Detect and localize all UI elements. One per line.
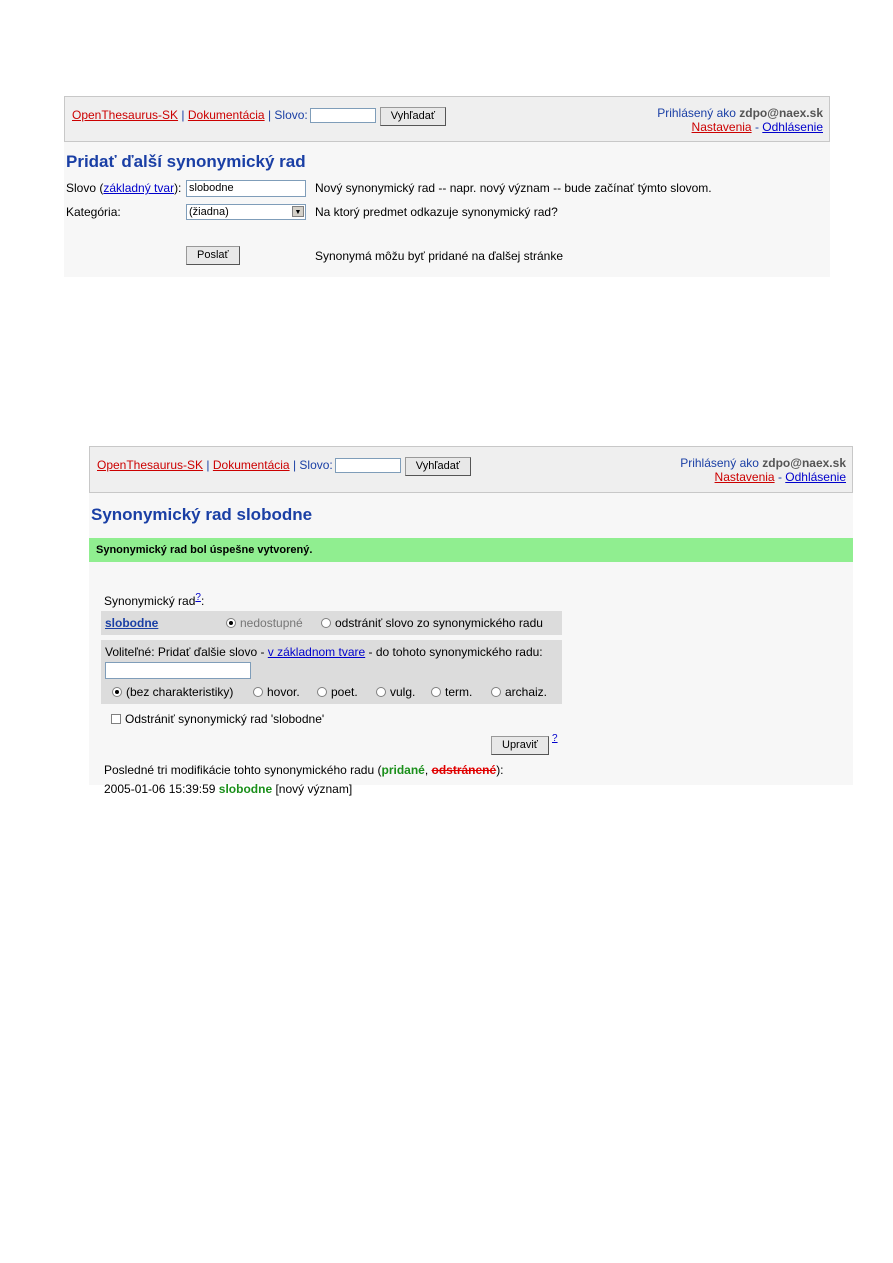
settings-link[interactable]: Nastavenia (714, 470, 775, 484)
logged-in-label: Prihlásený ako (657, 106, 736, 120)
nav-separator: | (181, 108, 185, 122)
site-link[interactable]: OpenThesaurus-SK (72, 108, 179, 122)
radio-style[interactable] (376, 687, 386, 697)
documentation-link[interactable]: Dokumentácia (212, 458, 290, 472)
radio-unavailable[interactable] (226, 618, 236, 628)
style-option[interactable]: poet. (317, 685, 358, 699)
optional-add-label: Voliteľné: Pridať ďalšie slovo - v základnom tvare - do tohoto synonymického radu: (105, 645, 543, 659)
radio-style[interactable] (317, 687, 327, 697)
synset-word-link[interactable]: slobodne (105, 616, 159, 630)
history-note: [nový význam] (275, 782, 353, 796)
style-option[interactable]: (bez charakteristiky) (112, 685, 233, 699)
link-dash: - (754, 120, 759, 134)
category-hint: Na ktorý predmet odkazuje synonymický rad? (315, 205, 558, 219)
legend-added: pridané (381, 763, 425, 777)
synset-label: Synonymický rad?: (104, 592, 205, 608)
help-link[interactable]: ? (195, 592, 201, 603)
delete-checkbox[interactable] (111, 714, 121, 724)
help-link[interactable]: ? (552, 733, 558, 744)
search-button[interactable]: Vyhľadať (405, 457, 471, 476)
page-title: Pridať ďalší synonymický rad (66, 152, 306, 171)
user-email: zdpo@naex.sk (762, 456, 846, 470)
add-word-input[interactable] (105, 662, 251, 679)
style-option[interactable]: term. (431, 685, 472, 699)
radio-style[interactable] (431, 687, 441, 697)
radio-style[interactable] (491, 687, 501, 697)
link-dash: - (777, 470, 782, 484)
site-link[interactable]: OpenThesaurus-SK (97, 458, 204, 472)
radio-style[interactable] (253, 687, 263, 697)
top-navbar-2 (89, 446, 853, 493)
send-hint: Synonymá môžu byť pridané na ďalšej stránke (315, 249, 564, 263)
base-form-link[interactable]: v základnom tvare (267, 645, 366, 659)
base-form-link[interactable]: základný tvar (103, 181, 175, 195)
style-option[interactable]: vulg. (376, 685, 415, 699)
nav-separator: | (292, 458, 297, 472)
category-selected: (žiadna) (189, 206, 229, 218)
user-email: zdpo@naex.sk (739, 106, 823, 120)
send-button[interactable]: Poslať (186, 246, 240, 265)
style-option[interactable]: archaiz. (491, 685, 547, 699)
modifications-label: Posledné tri modifikácie tohto synonymického radu (pridané, odstránené): (104, 763, 504, 777)
option-unavailable[interactable]: nedostupné (226, 616, 303, 630)
nav-separator: | (267, 108, 272, 122)
logout-link[interactable]: Odhlásenie (785, 470, 846, 484)
radio-style[interactable] (112, 687, 122, 697)
search-button[interactable]: Vyhľadať (380, 107, 446, 126)
word-hint: Nový synonymický rad -- napr. nový význam -- bude začínať týmto slovom. (315, 181, 712, 195)
page-title: Synonymický rad slobodne (91, 505, 313, 524)
word-input[interactable]: slobodne (186, 180, 306, 197)
history-entry (104, 782, 352, 796)
nav-left (72, 107, 446, 126)
logged-in-label: Prihlásený ako (680, 456, 759, 470)
synset-panel (89, 493, 853, 785)
edit-button[interactable]: Upraviť (491, 736, 549, 755)
nav-left (97, 457, 471, 476)
chevron-down-icon[interactable]: ▼ (292, 206, 304, 217)
logout-link[interactable]: Odhlásenie (762, 120, 823, 134)
settings-link[interactable]: Nastavenia (691, 120, 752, 134)
delete-synset-option[interactable]: Odstrániť synonymický rad 'slobodne' (111, 712, 324, 726)
search-input[interactable] (335, 458, 401, 473)
user-info (680, 456, 846, 484)
nav-separator: | (206, 458, 210, 472)
word-label: Slovo: (299, 458, 333, 472)
word-field-label: Slovo (základný tvar): (66, 181, 182, 195)
radio-remove[interactable] (321, 618, 331, 628)
top-navbar-1 (64, 96, 830, 142)
user-info (657, 106, 823, 134)
search-input[interactable] (310, 108, 376, 123)
history-date: 2005-01-06 15:39:59 (104, 782, 216, 796)
legend-removed: odstránené (431, 763, 497, 777)
style-option[interactable]: hovor. (253, 685, 300, 699)
category-select[interactable] (186, 204, 306, 220)
documentation-link[interactable]: Dokumentácia (187, 108, 265, 122)
word-label: Slovo: (274, 108, 308, 122)
option-remove[interactable]: odstrániť slovo zo synonymického radu (321, 616, 543, 630)
history-word: slobodne (218, 782, 273, 796)
category-label: Kategória: (66, 205, 121, 219)
success-message: Synonymický rad bol úspešne vytvorený. (89, 538, 853, 562)
